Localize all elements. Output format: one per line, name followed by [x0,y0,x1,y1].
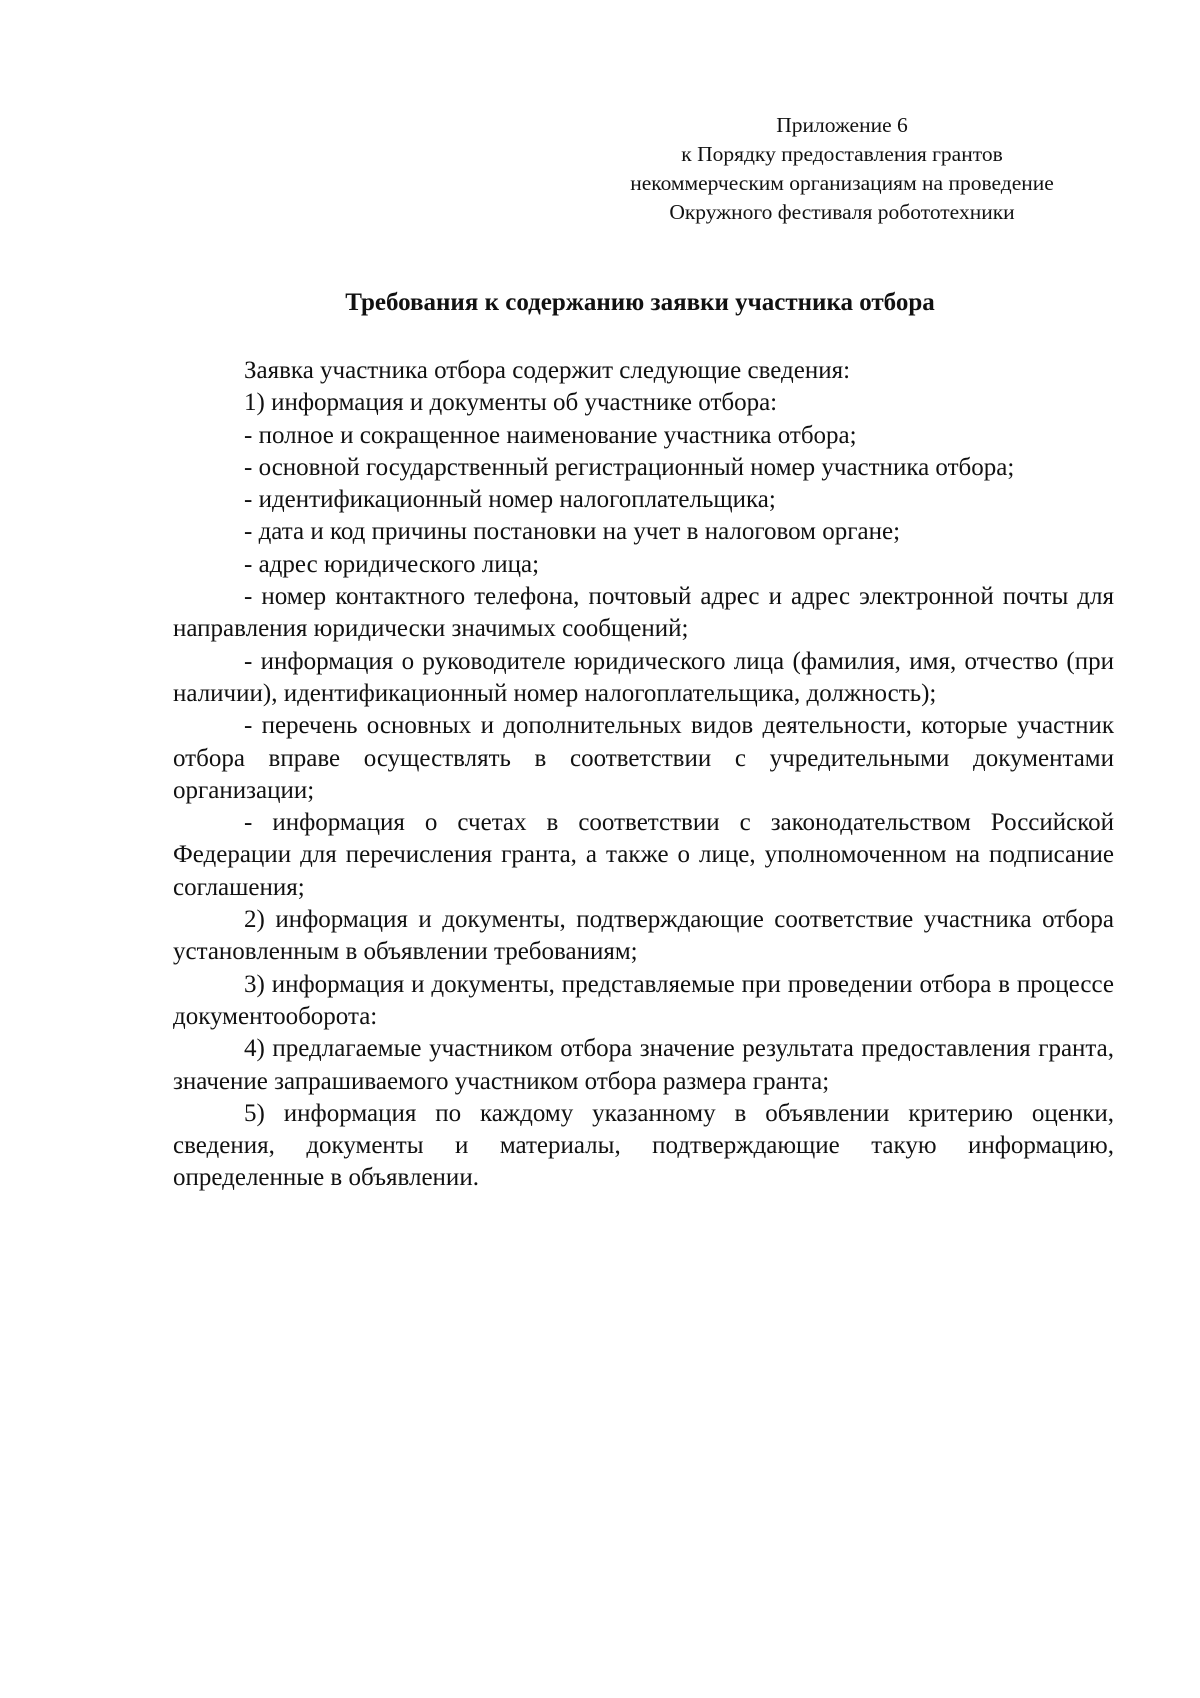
intro-paragraph: Заявка участника отбора содержит следующие сведения: [244,357,851,384]
list-item-4: 4) предлагаемые участником отбора значение результата предоставления гранта, значение запрашиваемого участником отбора размера гранта; [173,1035,1114,1095]
sub-item-registration-date: - дата и код причины постановки на учет в налоговом органе; [244,518,901,546]
list-item-5: 5) информация по каждому указанному в объявлении критерию оценки, сведения, документы и материалы, подтверждающие такую информацию, определенные в объявлении. [173,1099,1114,1192]
sub-item-activities: - перечень основных и дополнительных видов деятельности, которые участник отбора вправе осуществлять в соответствии с учредительными документами организации; [173,712,1114,804]
list-item-1: 1) информация и документы об участнике отбора: [244,389,778,417]
appendix-number: Приложение 6 [776,113,908,137]
sub-item-director: - информация о руководителе юридического лица (фамилия, имя, отчество (при наличии), идентификационный номер налогоплательщика, должность); [173,647,1114,707]
document-title: Требования к содержанию заявки участника отбора [345,289,935,316]
sub-item-inn: - идентификационный номер налогоплательщика; [244,486,776,514]
sub-item-name: - полное и сокращенное наименование участника отбора; [244,421,857,449]
document-body [173,355,1114,1195]
sub-item-accounts: - информация о счетах в соответствии с законодательством Российской Федерации для перечисления гранта, а также о лице, уполномоченном на подписание соглашения; [173,809,1114,901]
sub-item-ogrn: - основной государственный регистрационный номер участника отбора; [244,453,1015,481]
sub-item-address: - адрес юридического лица; [244,550,540,578]
appendix-reference-line: Окружного фестиваля робототехники [669,200,1015,224]
sub-item-contacts: - номер контактного телефона, почтовый адрес и адрес электронной почты для направления юридически значимых сообщений; [173,583,1114,643]
appendix-reference-line: к Порядку предоставления грантов [681,142,1003,166]
list-item-3: 3) информация и документы, представляемые при проведении отбора в процессе документооборота: [173,970,1114,1030]
list-item-2: 2) информация и документы, подтверждающие соответствие участника отбора установленным в объявлении требованиям; [173,906,1114,966]
appendix-header [590,111,1094,227]
appendix-reference-line: некоммерческим организациям на проведение [630,171,1054,195]
